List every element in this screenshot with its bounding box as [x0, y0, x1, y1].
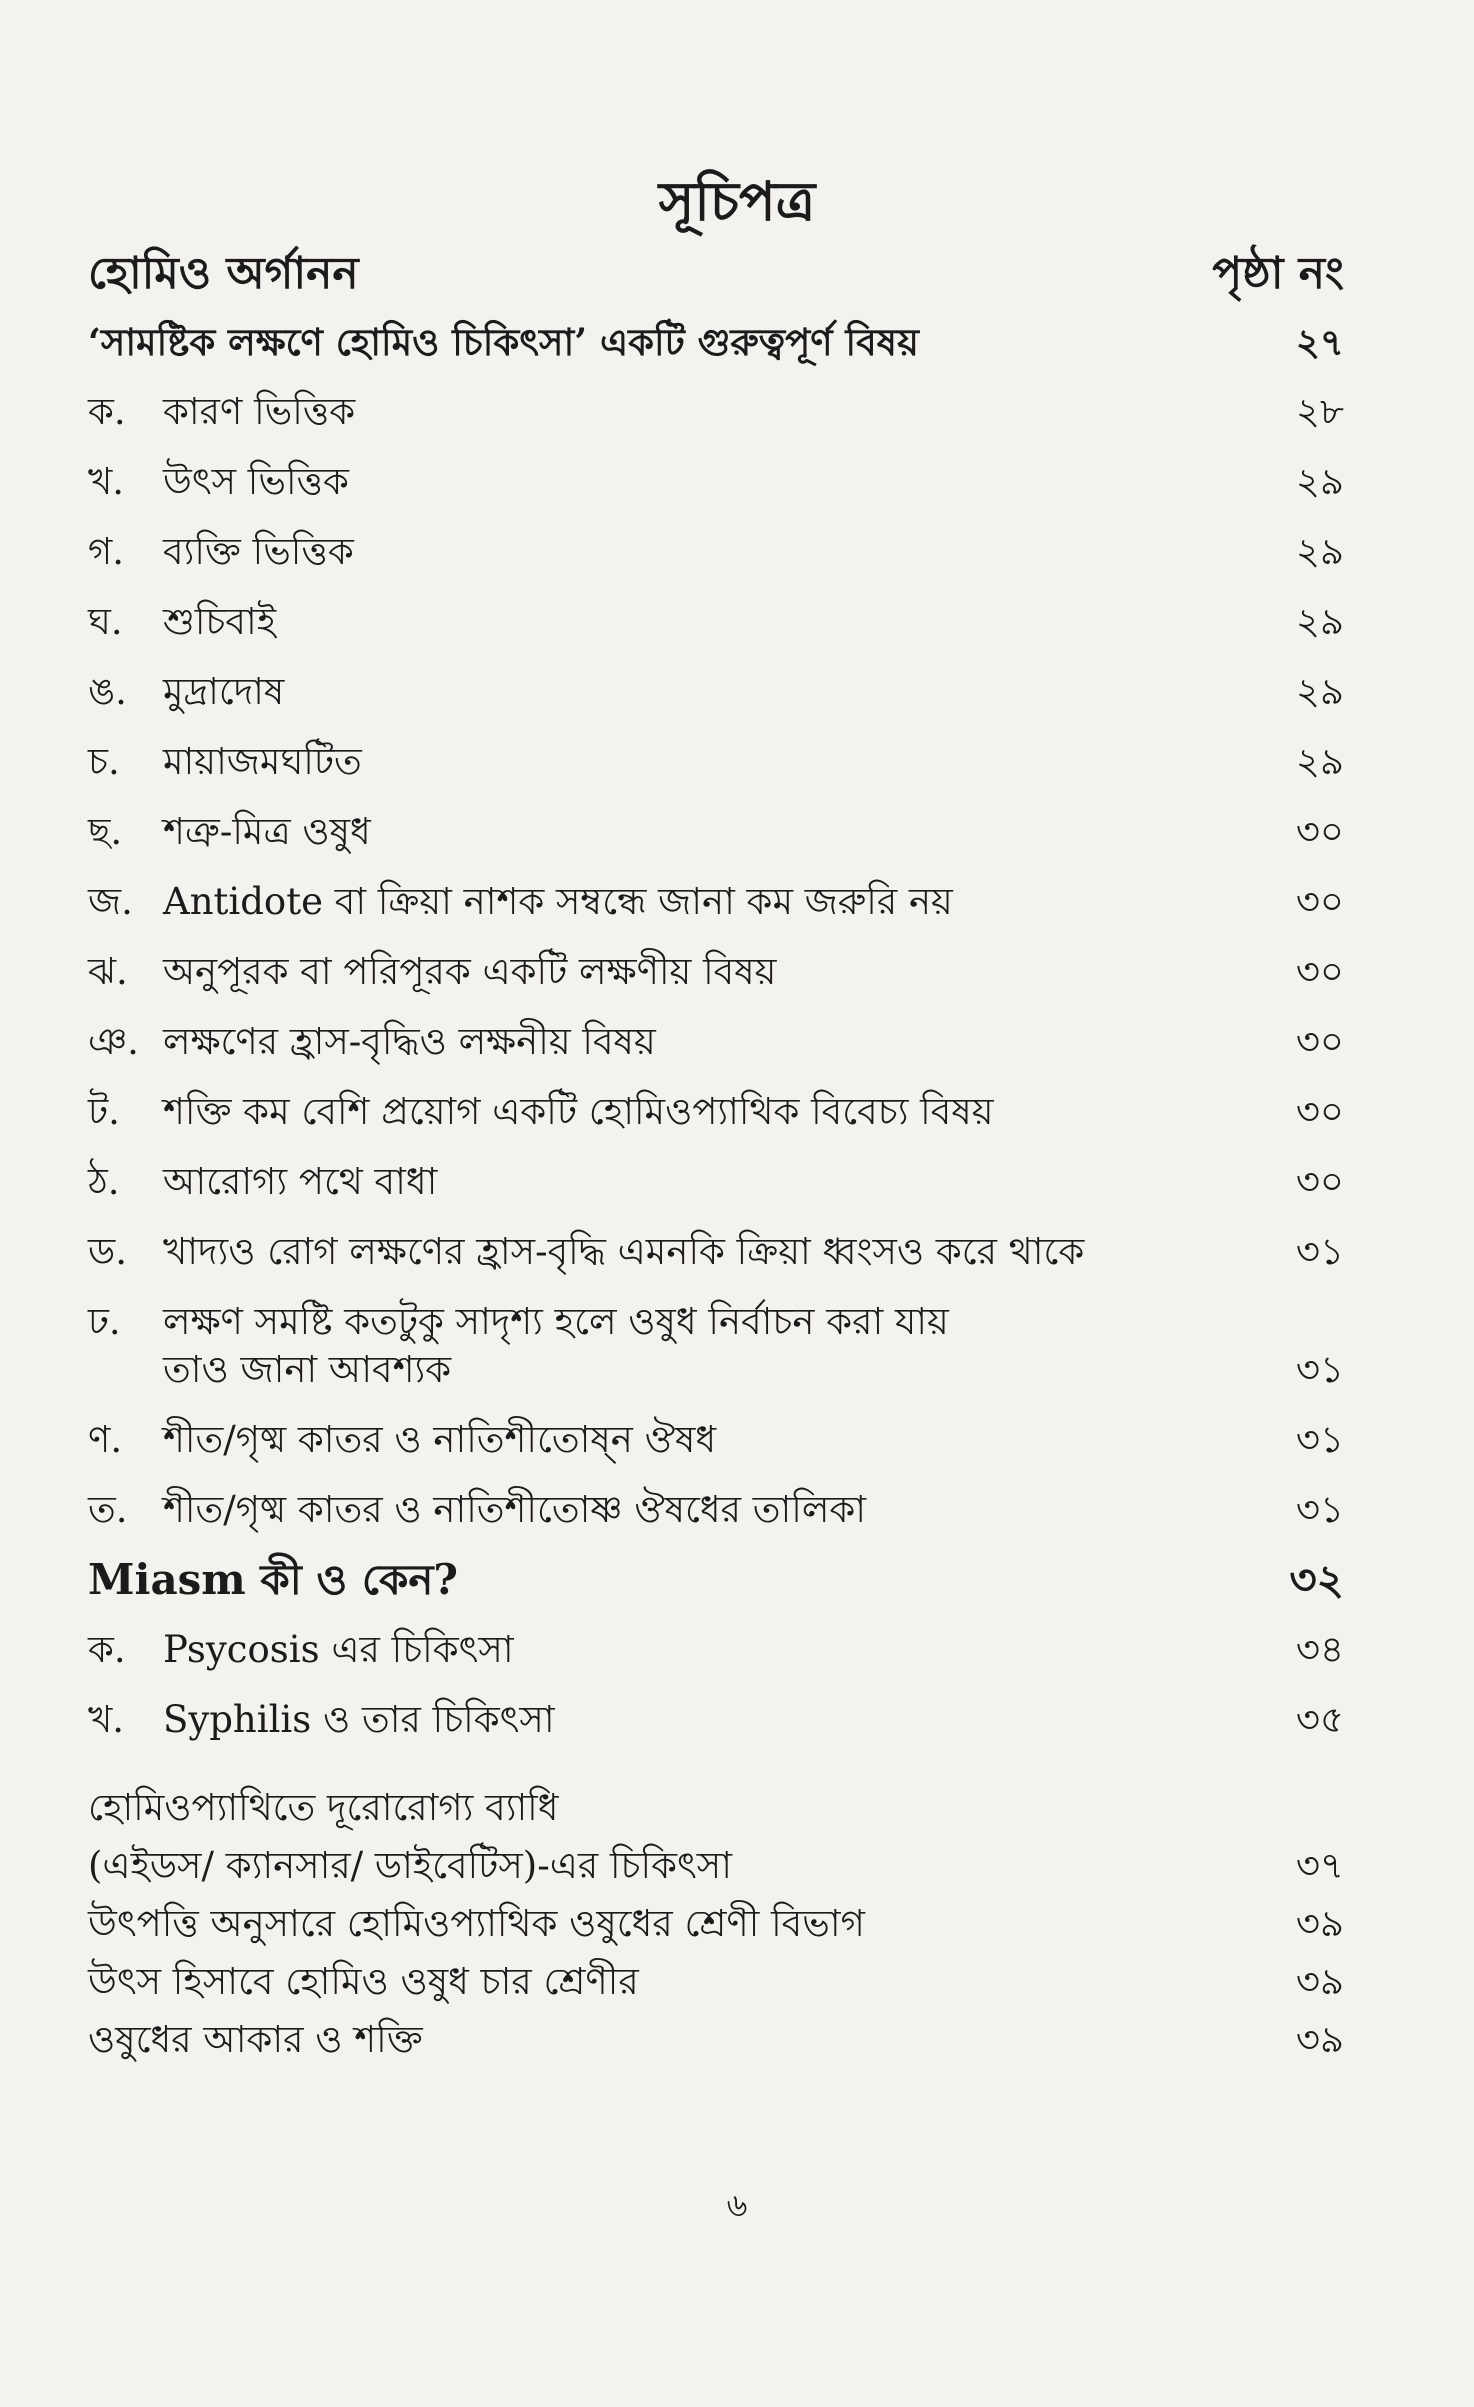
- toc-entry: [88, 1416, 1344, 1464]
- entry-marker: জ.: [88, 880, 133, 923]
- entry-title: ব্যক্তি ভিত্তিক: [163, 530, 354, 573]
- toc-entry: [88, 598, 1344, 646]
- entry-title: লক্ষণের হ্রাস-বৃদ্ধিও লক্ষনীয় বিষয়: [163, 1020, 656, 1063]
- entry-page: ৩৭: [1295, 1844, 1344, 1887]
- entry-title: ওষুধের আকার ও শক্তি: [88, 2018, 423, 2061]
- toc-entry: [88, 2016, 1344, 2064]
- entry-marker: ত.: [88, 1488, 128, 1531]
- entry-marker: ঠ.: [88, 1160, 120, 1203]
- toc-entry: [88, 1018, 1344, 1066]
- toc-entry: [88, 1556, 1344, 1604]
- entry-page: ৩০: [1295, 950, 1344, 993]
- toc-entry: [88, 738, 1344, 786]
- toc-entry: [88, 1696, 1344, 1744]
- entry-page: ৩০: [1295, 1160, 1344, 1203]
- toc-entry: [88, 1088, 1344, 1136]
- page-title: সূচিপত্র: [658, 169, 816, 233]
- entry-title: Miasm কী ও কেন?: [88, 1555, 459, 1604]
- entry-title: উৎস ভিত্তিক: [163, 460, 349, 503]
- entry-page: ৩৯: [1295, 2018, 1344, 2061]
- entry-marker: ঝ.: [88, 950, 128, 993]
- toc-entry: [88, 1298, 1344, 1346]
- entry-title: শীত/গৃষ্ম কাতর ও নাতিশীতোষ্ণ ঔষধের তালিকা: [163, 1488, 867, 1531]
- toc-entry: [88, 1958, 1344, 2006]
- entry-title: Syphilis ও তার চিকিৎসা: [163, 1698, 555, 1741]
- entry-page: ৩০: [1295, 810, 1344, 853]
- toc-entry: [88, 1842, 1344, 1890]
- entry-page: ২৯: [1295, 460, 1344, 503]
- entry-marker: খ.: [88, 1698, 125, 1741]
- entry-page: ৩২: [1289, 1555, 1344, 1604]
- entry-page: ২৯: [1295, 670, 1344, 713]
- entry-page: ৩৪: [1295, 1628, 1344, 1671]
- entry-marker: গ.: [88, 530, 125, 573]
- toc-list: [88, 318, 1344, 2064]
- entry-title: শক্তি কম বেশি প্রয়োগ একটি হোমিওপ্যাথিক বিবেচ্য বিষয়: [163, 1090, 994, 1133]
- entry-marker: ণ.: [88, 1418, 123, 1461]
- entry-marker: ঙ.: [88, 670, 127, 713]
- entry-page: ৩০: [1295, 1020, 1344, 1063]
- entry-page: ৩১: [1295, 1230, 1344, 1273]
- entry-title: হোমিওপ্যাথিতে দূরোরোগ্য ব্যাধি: [88, 1786, 559, 1829]
- entry-title: উৎপত্তি অনুসারে হোমিওপ্যাথিক ওষুধের শ্রেণী বিভাগ: [88, 1902, 865, 1945]
- entry-marker: চ.: [88, 740, 120, 783]
- entry-page: ৩৯: [1295, 1902, 1344, 1945]
- entry-marker: ছ.: [88, 810, 123, 853]
- toc-entry: [88, 1158, 1344, 1206]
- entry-title: শুচিবাই: [163, 600, 276, 643]
- entry-title: (এইডস/ ক্যানসার/ ডাইবেটিস)-এর চিকিৎসা: [88, 1844, 732, 1887]
- entry-page: ৩১: [1295, 1488, 1344, 1531]
- entry-title: লক্ষণ সমষ্টি কতটুকু সাদৃশ্য হলে ওষুধ নির্বাচন করা যায়: [163, 1300, 949, 1343]
- toc-header: [88, 240, 1344, 313]
- toc-entry: [88, 388, 1344, 436]
- toc-entry: [88, 948, 1344, 996]
- toc-entry: [88, 808, 1344, 856]
- toc-entry: [88, 1626, 1344, 1674]
- entry-marker: ট.: [88, 1090, 120, 1133]
- entry-title: আরোগ্য পথে বাধা: [163, 1160, 438, 1203]
- toc-entry: [88, 1900, 1344, 1948]
- entry-marker: ঢ.: [88, 1300, 121, 1343]
- page-column-label: পৃষ্ঠা নং: [1212, 248, 1344, 299]
- entry-title: তাও জানা আবশ্যক: [163, 1348, 452, 1391]
- entry-page: ৩০: [1295, 880, 1344, 923]
- entry-title: Psycosis এর চিকিৎসা: [163, 1628, 514, 1671]
- entry-page: ৩৯: [1295, 1960, 1344, 2003]
- entry-marker: ক.: [88, 390, 126, 433]
- entry-page: ৩১: [1295, 1348, 1344, 1391]
- toc-entry: [88, 318, 1344, 366]
- entry-marker: ক.: [88, 1628, 126, 1671]
- entry-marker: ড.: [88, 1230, 127, 1273]
- entry-marker: ঞ.: [88, 1020, 139, 1063]
- entry-page: ২৯: [1295, 740, 1344, 783]
- toc-entry: [88, 1486, 1344, 1534]
- entry-title: উৎস হিসাবে হোমিও ওষুধ চার শ্রেণীর: [88, 1960, 639, 2003]
- toc-entry: [88, 528, 1344, 576]
- toc-entry: [88, 1784, 1344, 1832]
- entry-marker: খ.: [88, 460, 125, 503]
- entry-title: মায়াজমঘটিত: [163, 740, 362, 783]
- section-title: হোমিও অর্গানন: [88, 248, 359, 299]
- toc-entry: [88, 668, 1344, 716]
- entry-title: কারণ ভিত্তিক: [163, 390, 356, 433]
- entry-title: Antidote বা ক্রিয়া নাশক সম্বন্ধে জানা কম জরুরি নয়: [163, 880, 953, 923]
- entry-title: অনুপূরক বা পরিপূরক একটি লক্ষণীয় বিষয়: [163, 950, 777, 993]
- entry-page: ৩১: [1295, 1418, 1344, 1461]
- entry-page: ২৭: [1295, 320, 1344, 364]
- entry-marker: ঘ.: [88, 600, 123, 643]
- entry-title: শত্রু-মিত্র ওষুধ: [163, 810, 371, 853]
- toc-entry: [88, 878, 1344, 926]
- entry-title: ‘সামষ্টিক লক্ষণে হোমিও চিকিৎসা’ একটি গুরুত্বপূর্ণ বিষয়: [88, 320, 919, 364]
- entry-title: খাদ্যও রোগ লক্ষণের হ্রাস-বৃদ্ধি এমনকি ক্রিয়া ধ্বংসও করে থাকে: [163, 1230, 1085, 1273]
- entry-page: ২৯: [1295, 600, 1344, 643]
- entry-page: ২৯: [1295, 530, 1344, 573]
- toc-entry: [88, 1228, 1344, 1276]
- toc-entry: [88, 1346, 1344, 1394]
- entry-title: মুদ্রাদোষ: [163, 670, 285, 713]
- entry-page: ৩৫: [1295, 1698, 1344, 1741]
- entry-page: ৩০: [1295, 1090, 1344, 1133]
- entry-page: ২৮: [1295, 390, 1344, 433]
- entry-title: শীত/গৃষ্ম কাতর ও নাতিশীতোষ্ন ঔষধ: [163, 1418, 717, 1461]
- page-number: ৬: [726, 2186, 748, 2224]
- toc-entry: [88, 458, 1344, 506]
